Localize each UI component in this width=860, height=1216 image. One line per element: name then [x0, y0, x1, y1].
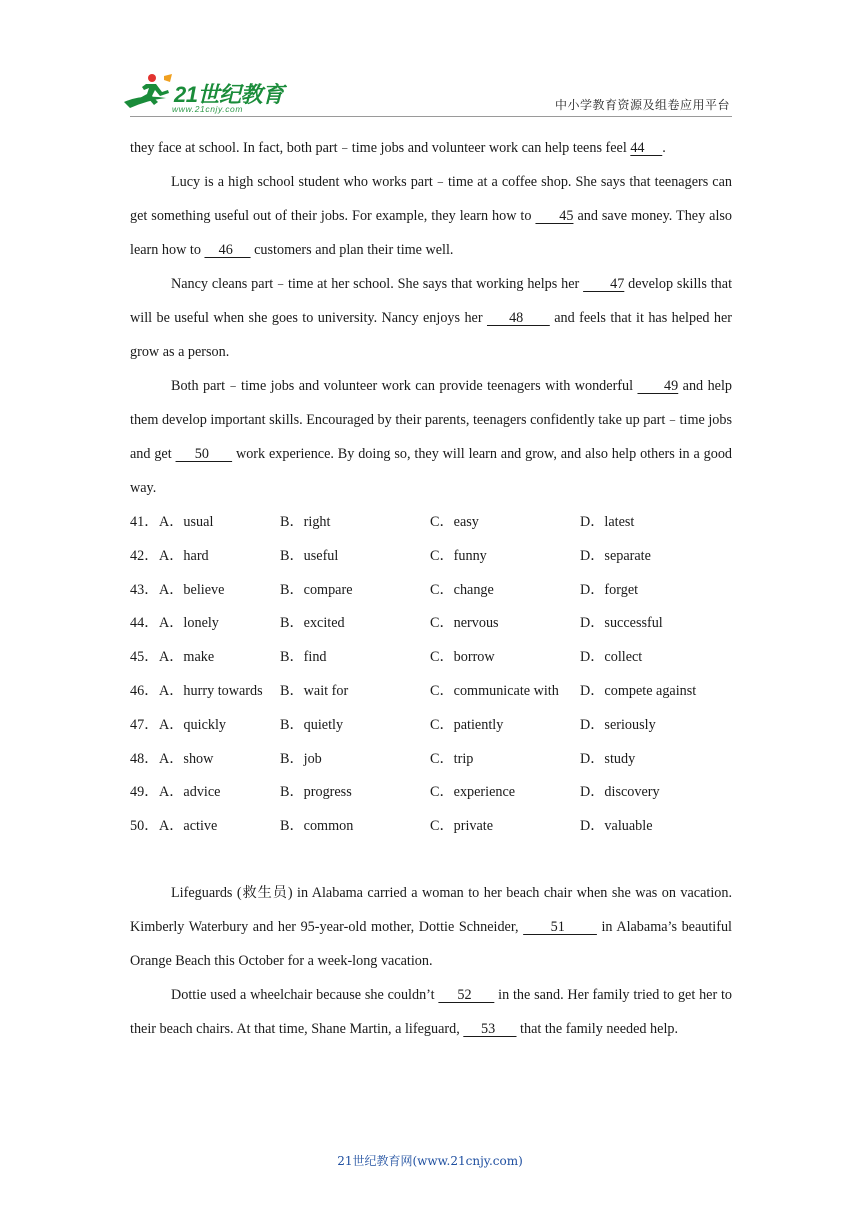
option-a[interactable]: A．usual	[159, 514, 214, 530]
paragraph	[130, 131, 732, 165]
option-d[interactable]: D．discovery	[580, 784, 660, 801]
page-footer[interactable]: 21世纪教育网(www.21cnjy.com)	[337, 1154, 523, 1168]
option-row	[130, 640, 732, 674]
question-number: 47．	[130, 716, 159, 733]
option-c[interactable]: C．experience	[430, 784, 516, 801]
option-b[interactable]: B．useful	[280, 547, 339, 564]
text: Nancy cleans part﹣time at her school. She says that working helps her	[171, 276, 584, 292]
option-row	[130, 606, 732, 640]
option-a[interactable]: A．hard	[159, 547, 209, 564]
option-row	[130, 708, 732, 742]
option-b[interactable]: B．progress	[280, 784, 352, 801]
blank-47: 47	[583, 276, 625, 292]
option-d[interactable]: D．compete against	[580, 682, 697, 699]
question-number: 42．	[130, 547, 159, 564]
option-row	[130, 573, 732, 607]
paragraph	[130, 876, 732, 978]
question-number: 43．	[130, 581, 159, 598]
option-c[interactable]: C．change	[430, 581, 494, 598]
option-a[interactable]: A．active	[159, 818, 218, 835]
option-c[interactable]: C．private	[430, 818, 494, 835]
option-row	[130, 775, 732, 809]
section-gap	[130, 843, 732, 876]
option-a[interactable]: A．make	[159, 649, 215, 666]
option-d[interactable]: D．successful	[580, 615, 663, 632]
blank-45: 45	[535, 208, 574, 224]
option-c[interactable]: C．communicate with	[430, 682, 559, 699]
blank-49: 49	[637, 378, 679, 394]
paragraph	[130, 369, 732, 505]
option-c[interactable]: C．trip	[430, 750, 474, 767]
option-b[interactable]: B．common	[280, 818, 354, 835]
option-c[interactable]: C．nervous	[430, 615, 499, 632]
text: work experience. By doing so, they will learn and grow, and also help others in a good way.	[130, 446, 733, 496]
text: Dottie used a wheelchair because she couldn’t	[171, 986, 439, 1003]
text: Lifeguards (救生员) in Alabama carried a woman to her beach chair when she was on vacation. Kimberly Waterbury and her 95-year-old mother, Dottie Schneider,	[130, 884, 732, 935]
text: in the sand. Her family tried to get her to their beach chairs. At that time, Shane Martin, a lifeguard,	[130, 986, 733, 1037]
blank-50: 50	[175, 446, 233, 462]
text: and save money. They also learn how to	[130, 208, 733, 258]
option-d[interactable]: D．separate	[580, 547, 651, 564]
paragraph	[130, 267, 732, 369]
option-b[interactable]: B．wait for	[280, 682, 349, 699]
text: and feels that it has helped her grow as a person.	[130, 310, 732, 360]
text: and help them develop important skills. Encouraged by their parents, teenagers confidently take up part﹣time jobs and get	[130, 378, 732, 462]
option-d[interactable]: D．valuable	[580, 818, 653, 835]
text: Lucy is a high school student who works part﹣time at a coffee shop. She says that teenagers can get something useful out of their jobs. For example, they learn how to	[130, 174, 732, 224]
option-row	[130, 742, 732, 776]
question-number: 49．	[130, 784, 159, 801]
option-d[interactable]: D．collect	[580, 649, 643, 666]
site-logo[interactable]	[122, 68, 302, 116]
option-c[interactable]: C．patiently	[430, 716, 504, 733]
question-number: 48．	[130, 750, 159, 767]
blank-52: 52	[438, 986, 495, 1003]
logo-text: 21世纪教育	[174, 82, 284, 107]
text: Both part﹣time jobs and volunteer work can provide teenagers with wonderful	[171, 378, 638, 394]
question-number: 45．	[130, 649, 159, 666]
option-b[interactable]: B．job	[280, 750, 322, 767]
option-a[interactable]: A．lonely	[159, 615, 219, 632]
text: customers and plan their time well.	[250, 242, 454, 258]
runner-logo-icon	[122, 72, 178, 112]
blank-44: 44	[630, 140, 663, 156]
question-number: 41．	[130, 514, 159, 530]
option-c[interactable]: C．funny	[430, 547, 487, 564]
text: in Alabama’s beautiful Orange Beach this October for a week-long vacation.	[130, 918, 733, 969]
question-number: 46．	[130, 682, 159, 699]
question-number: 44．	[130, 615, 159, 632]
option-a[interactable]: A．advice	[159, 784, 221, 801]
option-b[interactable]: B．right	[280, 514, 331, 530]
paragraph	[130, 165, 732, 267]
option-d[interactable]: D．forget	[580, 581, 639, 598]
blank-53: 53	[463, 1020, 517, 1037]
option-row	[130, 809, 732, 843]
text: .	[662, 140, 666, 156]
blank-51: 51	[523, 918, 597, 935]
header-platform-name: 中小学教育资源及组卷应用平台	[554, 98, 730, 112]
document-body	[130, 131, 732, 1046]
text: that the family needed help.	[516, 1020, 679, 1037]
option-d[interactable]: D．latest	[580, 514, 635, 530]
option-a[interactable]: A．hurry towards	[159, 682, 263, 699]
option-a[interactable]: A．show	[159, 750, 214, 767]
blank-48: 48	[486, 310, 550, 326]
option-c[interactable]: C．borrow	[430, 649, 495, 666]
option-b[interactable]: B．excited	[280, 615, 345, 632]
blank-46: 46	[204, 242, 251, 258]
text: develop skills that will be useful when she goes to university. Nancy enjoys her	[130, 276, 733, 326]
option-row	[130, 539, 732, 573]
question-number: 50．	[130, 818, 159, 835]
option-a[interactable]: A．believe	[159, 581, 225, 598]
answer-options	[130, 505, 732, 843]
text: they face at school. In fact, both part﹣time jobs and volunteer work can help teens feel	[130, 140, 631, 156]
option-d[interactable]: D．study	[580, 750, 636, 767]
logo-url: www.21cnjy.com	[172, 104, 244, 114]
header-divider	[130, 116, 732, 117]
option-d[interactable]: D．seriously	[580, 716, 656, 733]
page-header	[0, 0, 860, 118]
paragraph	[130, 978, 732, 1046]
option-a[interactable]: A．quickly	[159, 716, 226, 733]
option-row	[130, 674, 732, 708]
option-row	[130, 505, 732, 539]
option-b[interactable]: B．quietly	[280, 716, 344, 733]
option-b[interactable]: B．find	[280, 649, 327, 666]
option-b[interactable]: B．compare	[280, 581, 353, 598]
option-c[interactable]: C．easy	[430, 514, 479, 530]
